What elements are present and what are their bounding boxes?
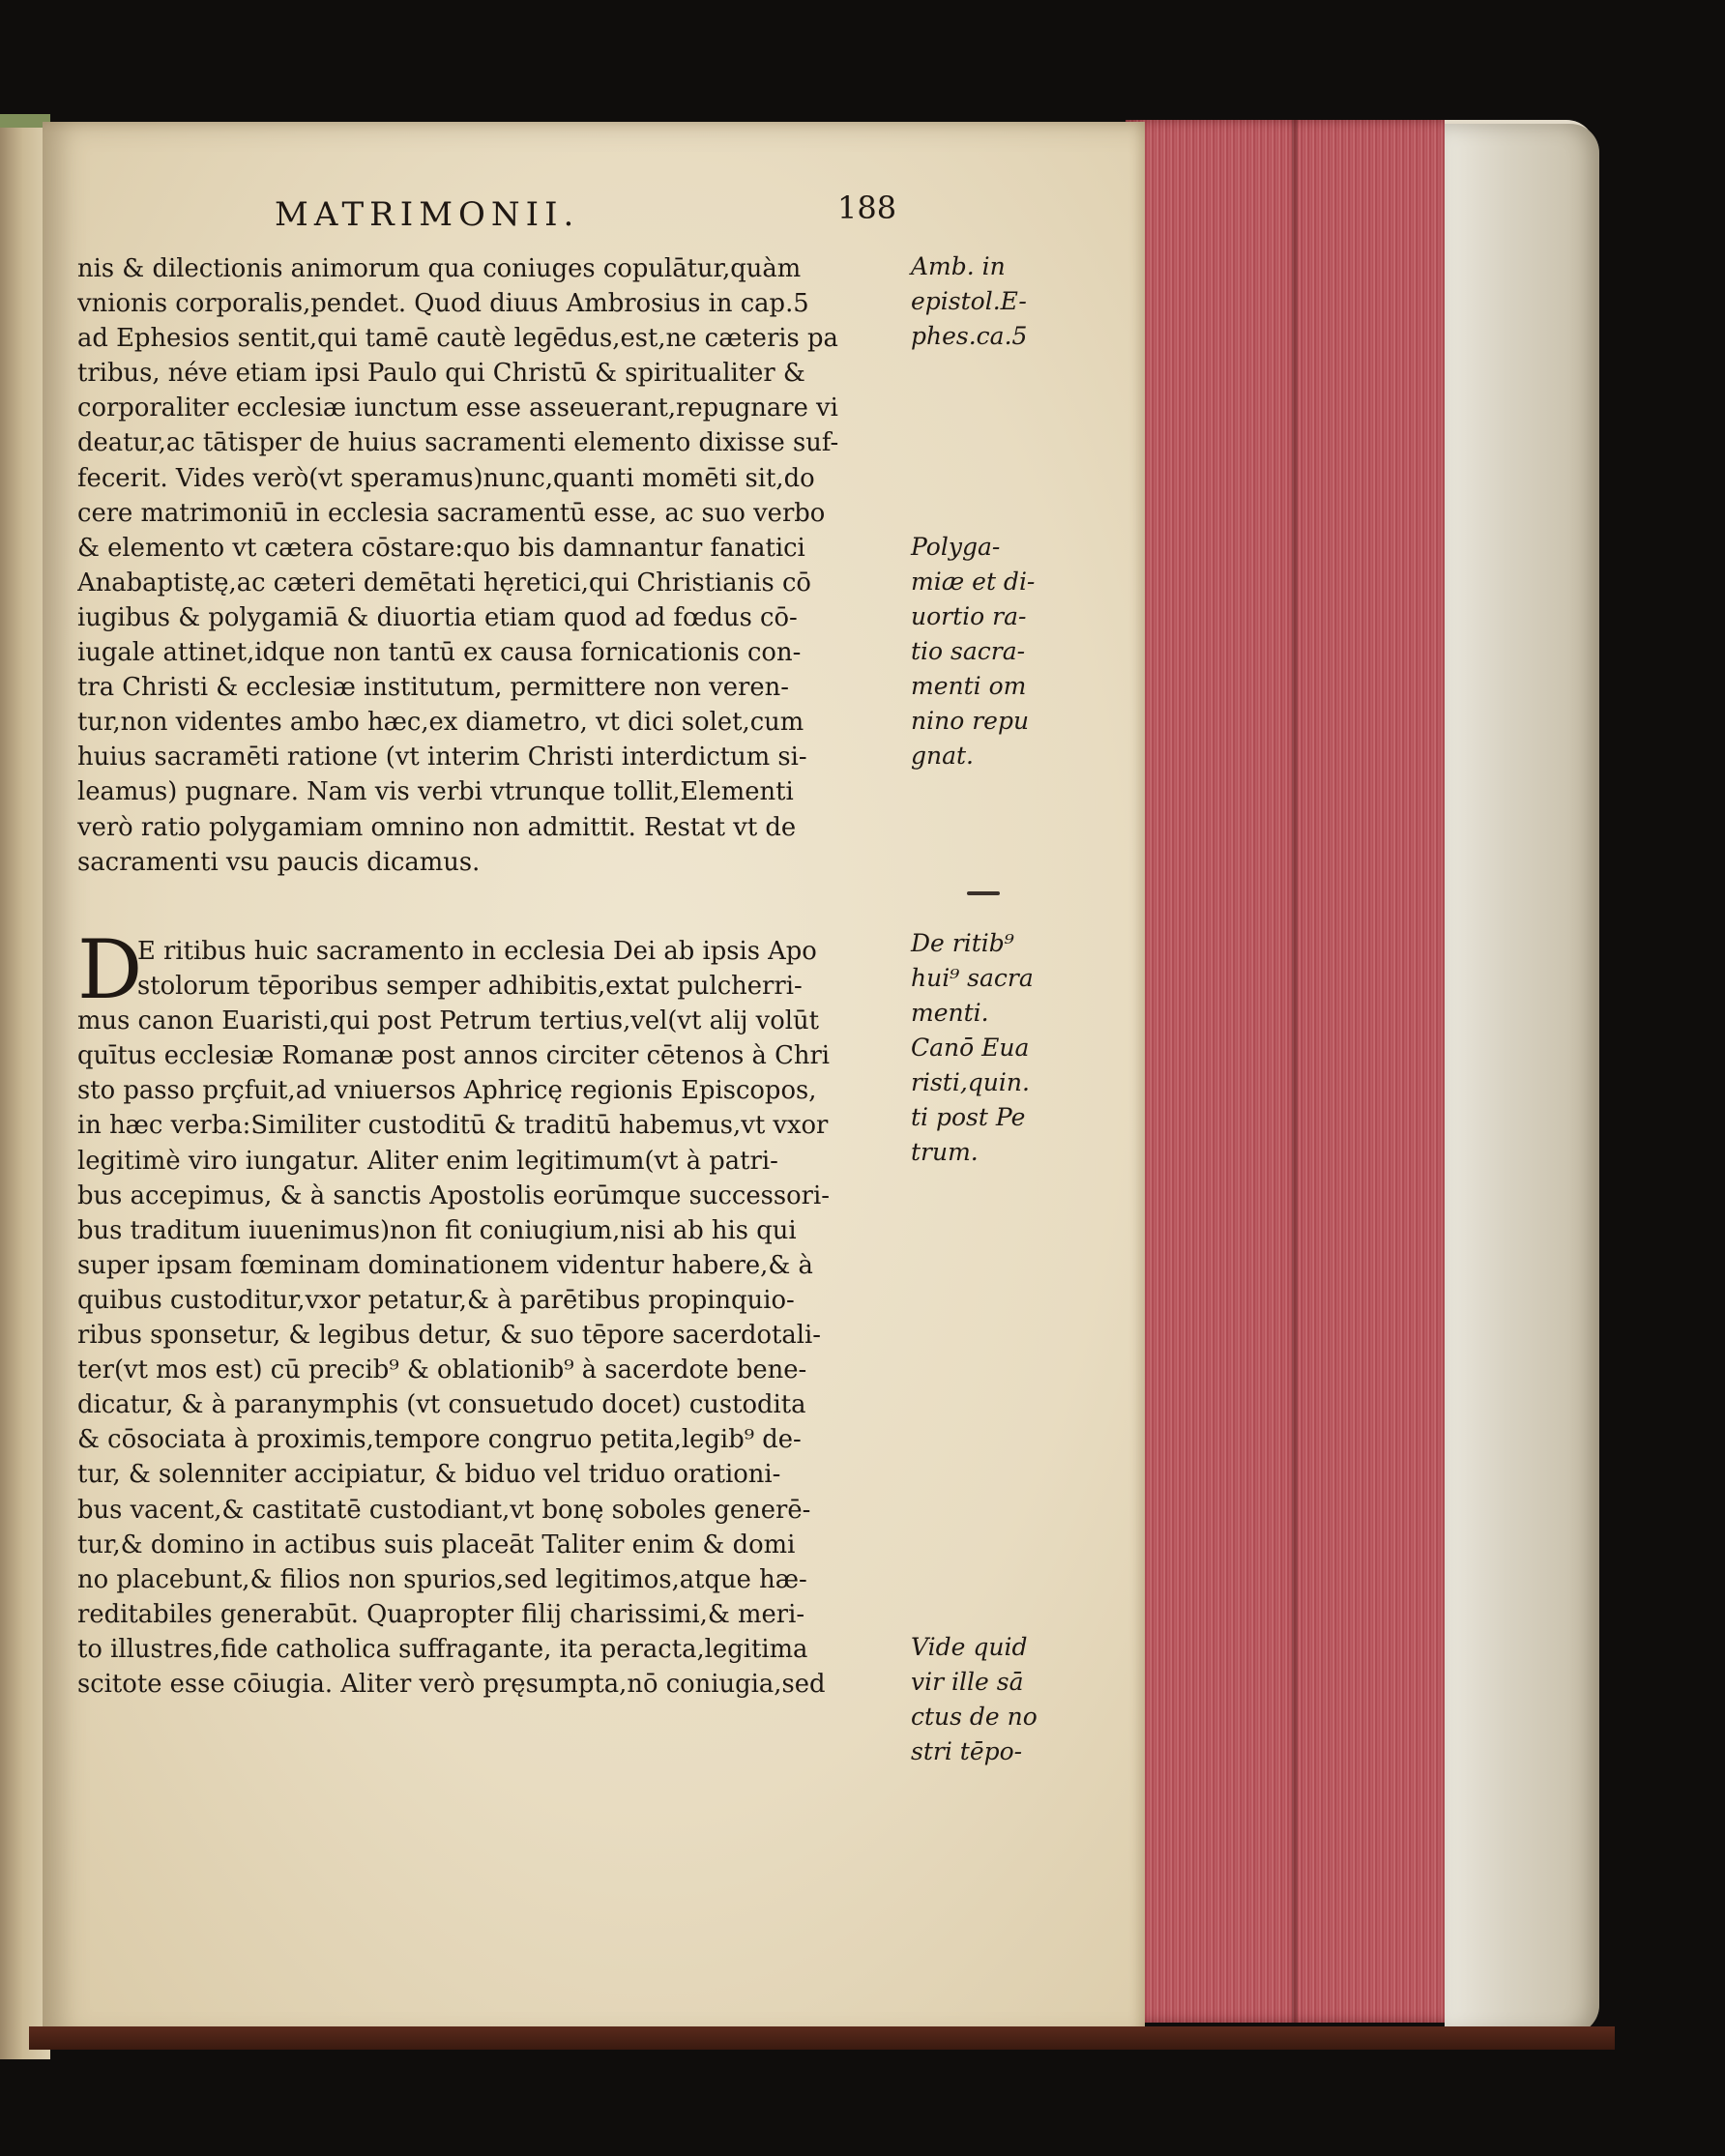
text-line: tribus, néve etiam ipsi Paulo qui Christū & spiritualiter &	[77, 359, 805, 389]
text-line: corporaliter ecclesiæ iunctum esse asseuerant,repugnare vi	[77, 393, 838, 423]
text-line: E ritibus huic sacramento in ecclesia Dei ab ipsis Apo	[137, 937, 817, 966]
margin-note-ambrose	[911, 249, 1066, 354]
margin-line: phes.ca.5	[911, 322, 1028, 350]
text-line: & elemento vt cætera cōstare:quo bis damnantur fanatici	[77, 533, 805, 563]
margin-line: De ritib⁹	[911, 929, 1014, 957]
text-line: deatur,ac tātisper de huius sacramenti elemento dixisse suf-	[77, 428, 839, 458]
text-line: quītus ecclesiæ Romanæ post annos circiter cētenos à Chri	[77, 1041, 831, 1071]
text-line: iugale attinet,idque non tantū ex causa fornicationis con-	[77, 638, 802, 668]
text-line: ribus sponsetur, & legibus detur, & suo tēpore sacerdotali-	[77, 1321, 821, 1351]
text-line: no placebunt,& filios non spurios,sed legitimos,atque hæ-	[77, 1564, 807, 1594]
margin-note-rites	[911, 926, 1066, 1170]
text-line: in hæc verba:Similiter custoditū & traditū habemus,vt vxor	[77, 1111, 829, 1141]
margin-line: ti post Pe	[911, 1103, 1026, 1131]
text-line: tur,non videntes ambo hæc,ex diametro, vt dici solet,cum	[77, 708, 804, 738]
text-line: sacramenti vsu paucis dicamus.	[77, 847, 481, 877]
text-line: leamus) pugnare. Nam vis verbi vtrunque tollit,Elementi	[77, 777, 794, 807]
text-line: dicatur, & à paranymphis (vt consuetudo docet) custodita	[77, 1390, 806, 1420]
text-line: vnionis corporalis,pendet. Quod diuus Ambrosius in cap.5	[77, 289, 809, 319]
text-line: reditabiles generabūt. Quapropter filij charissimi,& meri-	[77, 1599, 805, 1629]
page-number: 188	[837, 189, 897, 226]
text-line: tur,& domino in actibus suis placeāt Taliter enim & domi	[77, 1530, 796, 1559]
paragraph-1	[77, 251, 909, 880]
margin-line: epistol.E-	[911, 287, 1027, 315]
margin-line: risti,quin.	[911, 1068, 1030, 1096]
text-line: super ipsam fœminam dominationem videntur habere,& à	[77, 1250, 813, 1280]
text-line: ad Ephesios sentit,qui tamē cautè legēdus,est,ne cæteris pa	[77, 324, 838, 354]
section-ornament	[967, 891, 1000, 895]
cover-board	[29, 2026, 1615, 2050]
margin-line: miæ et di-	[911, 568, 1036, 596]
margin-line: trum.	[911, 1138, 979, 1166]
text-line: mus canon Euaristi,qui post Petrum tertius,vel(vt alij volūt	[77, 1006, 819, 1036]
margin-line: Vide quid	[911, 1633, 1028, 1661]
text-line: sto passo prçfuit,ad vniuersos Aphricę regionis Episcopos,	[77, 1076, 817, 1106]
text-line: legitimè viro iungatur. Aliter enim legitimum(vt à patri-	[77, 1146, 778, 1176]
margin-note-vide	[911, 1630, 1066, 1769]
margin-line: gnat.	[911, 742, 975, 770]
margin-line: uortio ra-	[911, 602, 1027, 630]
text-line: nis & dilectionis animorum qua coniuges copulātur,quàm	[77, 254, 802, 283]
margin-line: nino repu	[911, 707, 1030, 735]
margin-line: stri tēpo-	[911, 1737, 1023, 1765]
text-line: & cōsociata à proximis,tempore congruo petita,legib⁹ de-	[77, 1425, 802, 1455]
margin-line: vir ille sā	[911, 1668, 1024, 1696]
margin-line: hui⁹ sacra	[911, 964, 1034, 992]
margin-line: tio sacra-	[911, 637, 1026, 665]
text-line: to illustres,fide catholica suffragante, ita peracta,legitima	[77, 1634, 808, 1664]
text-line: quibus custoditur,vxor petatur,& à parētibus propinquio-	[77, 1285, 795, 1315]
text-line: Anabaptistę,ac cæteri demētati hęretici,qui Christianis cō	[77, 568, 811, 597]
margin-line: Canō Eua	[911, 1034, 1030, 1062]
text-line: stolorum tēporibus semper adhibitis,extat pulcherri-	[137, 972, 803, 1002]
text-line: tra Christi & ecclesiæ institutum, permittere non veren-	[77, 673, 789, 703]
text-line: bus vacent,& castitatē custodiant,vt bonę soboles generē-	[77, 1495, 811, 1525]
margin-line: ctus de no	[911, 1703, 1038, 1731]
running-head: MATRIMONII.	[275, 195, 580, 234]
margin-note-polygamy	[911, 530, 1066, 773]
vellum-cover	[1445, 124, 1599, 2034]
margin-line: Amb. in	[911, 252, 1006, 280]
text-line: scitote esse cōiugia. Aliter verò pręsumpta,nō coniugia,sed	[77, 1669, 826, 1699]
text-line: cere matrimoniū in ecclesia sacramentū esse, ac suo verbo	[77, 498, 826, 528]
text-line: ter(vt mos est) cū precib⁹ & oblationib⁹ à sacerdote bene-	[77, 1355, 807, 1385]
paragraph-2	[77, 922, 909, 1702]
text-line: tur, & solenniter accipiatur, & biduo vel triduo orationi-	[77, 1460, 781, 1490]
text-line: fecerit. Vides verò(vt speramus)nunc,quanti momēti sit,do	[77, 463, 815, 493]
margin-line: Polyga-	[911, 533, 1001, 561]
text-line: huius sacramēti ratione (vt interim Christi interdictum si-	[77, 743, 807, 772]
red-fore-edge	[1126, 120, 1445, 2023]
drop-cap: D	[77, 922, 143, 1017]
text-line: bus accepimus, & à sanctis Apostolis eorūmque successori-	[77, 1180, 830, 1210]
text-line: iugibus & polygamiā & diuortia etiam quod ad fœdus cō-	[77, 602, 798, 632]
text-line: verò ratio polygamiam omnino non admittit. Restat vt de	[77, 812, 797, 842]
margin-line: menti.	[911, 999, 989, 1027]
text-line: bus traditum iuuenimus)non fit coniugium,nisi ab his qui	[77, 1215, 797, 1245]
margin-line: menti om	[911, 672, 1027, 700]
